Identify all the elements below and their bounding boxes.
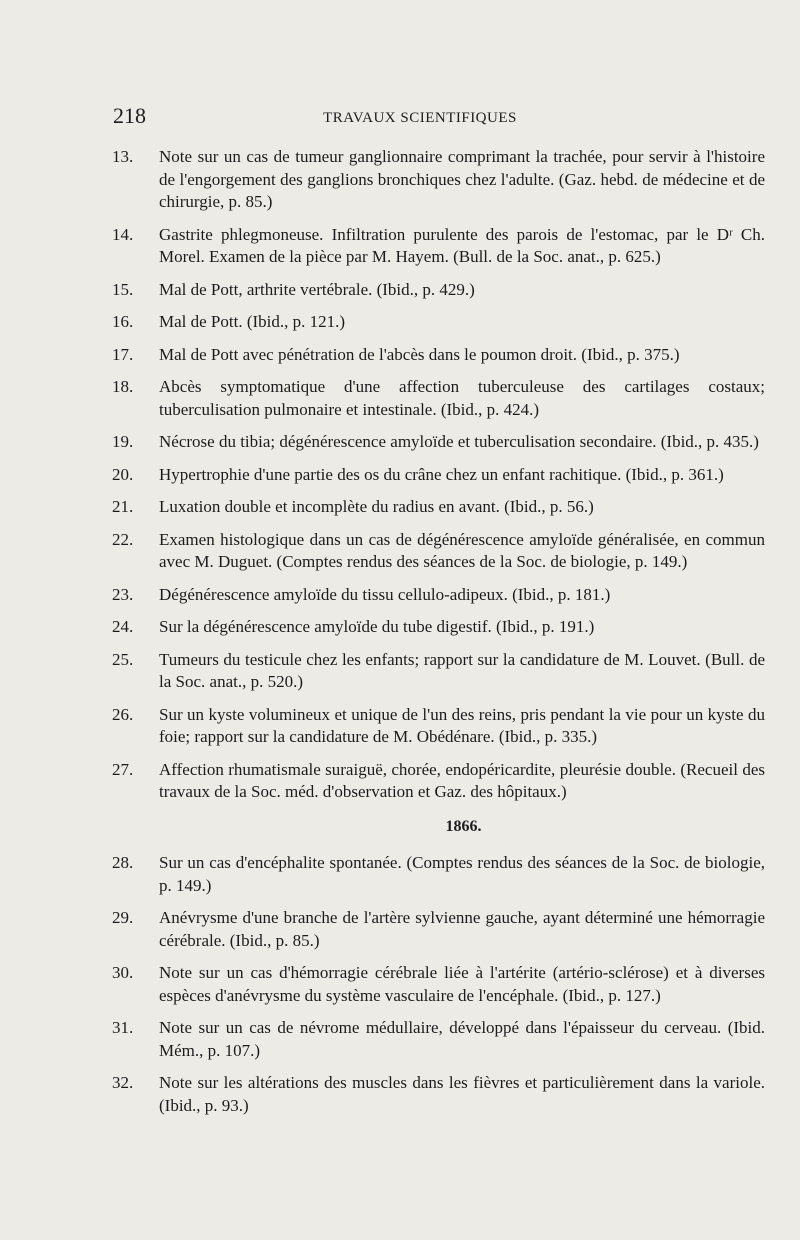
- entry-text: Sur un kyste volumineux et unique de l'un des reins, pris pendant la vie pour un kyste du foie; rapport sur la candidature de M. Obédénare. (Ibid., p. 335.): [159, 704, 765, 746]
- running-head: TRAVAUX SCIENTIFIQUES: [323, 110, 517, 126]
- bibliography-entry: [112, 431, 765, 454]
- entry-text: Note sur un cas de névrome médullaire, développé dans l'épaisseur du cerveau. (Ibid. Mém., p. 107.): [159, 1018, 765, 1060]
- bibliography-entry: [112, 704, 765, 749]
- bibliography-entry: [112, 464, 765, 487]
- entry-text: Luxation double et incomplète du radius en avant. (Ibid., p. 56.): [159, 497, 594, 516]
- entry-text: Tumeurs du testicule chez les enfants; rapport sur la candidature de M. Louvet. (Bull. de la Soc. anat., p. 520.): [159, 649, 765, 691]
- entry-number: 21.: [112, 497, 134, 516]
- bibliography-entry: [112, 616, 765, 639]
- bibliography-entry: [112, 584, 765, 607]
- entry-number: 14.: [112, 224, 134, 244]
- year-heading: 1866.: [445, 817, 482, 835]
- entry-text: Sur un cas d'encéphalite spontanée. (Comptes rendus des séances de la Soc. de biologie, p. 149.): [159, 853, 765, 895]
- entry-text: Note sur un cas de tumeur ganglionnaire comprimant la trachée, pour servir à l'histoire de l'engorgement des ganglions bronchiques chez l'adulte. (Gaz. hebd. de médecine et de chirurgie, p. 85.): [159, 147, 765, 211]
- bibliography-entry: [112, 759, 765, 804]
- entry-number: 30.: [112, 963, 134, 982]
- bibliography-entry: [112, 344, 765, 367]
- bibliography-entry: [112, 279, 765, 302]
- bibliography-entry: [112, 224, 765, 269]
- page-number: 218: [113, 103, 146, 128]
- entry-number: 17.: [112, 344, 134, 364]
- entry-text: Mal de Pott. (Ibid., p. 121.): [159, 312, 346, 331]
- entry-text: Examen histologique dans un cas de dégénérescence amyloïde généralisée, en commun avec M. Duguet. (Comptes rendus des séances de la Soc. de biologie, p. 149.): [159, 529, 765, 571]
- entry-text: Hypertrophie d'une partie des os du crâne chez un enfant rachitique. (Ibid., p. 361.): [159, 464, 724, 484]
- bibliography-entry: [112, 311, 765, 334]
- entry-number: 24.: [112, 617, 134, 636]
- entry-number: 13.: [112, 147, 134, 166]
- bibliography-entry: [112, 1072, 765, 1117]
- entry-number: 28.: [112, 853, 134, 872]
- bibliography-entry: [112, 1017, 765, 1062]
- entry-number: 18.: [112, 377, 134, 396]
- entry-text: Mal de Pott avec pénétration de l'abcès dans le poumon droit. (Ibid., p. 375.): [159, 344, 680, 364]
- entry-number: 25.: [112, 649, 134, 669]
- entry-text: Anévrysme d'une branche de l'artère sylvienne gauche, ayant déterminé une hémorragie cérébrale. (Ibid., p. 85.): [159, 908, 765, 950]
- bibliography-entry: [112, 496, 765, 519]
- entry-number: 32.: [112, 1073, 134, 1092]
- bibliography-entry: [112, 146, 765, 214]
- entry-text: Note sur un cas d'hémorragie cérébrale liée à l'artérite (artério-sclérose) et à diverses espèces d'anévrysme du système vasculaire de l'encéphale. (Ibid., p. 127.): [159, 963, 765, 1005]
- entry-text: Sur la dégénérescence amyloïde du tube digestif. (Ibid., p. 191.): [159, 617, 595, 636]
- bibliography-entry: [112, 962, 765, 1007]
- entry-number: 26.: [112, 704, 134, 724]
- bibliography-entry: [112, 852, 765, 897]
- entry-number: 29.: [112, 908, 134, 927]
- entry-number: 31.: [112, 1018, 134, 1037]
- entry-text: Abcès symptomatique d'une affection tuberculeuse des cartilages costaux; tuberculisation pulmonaire et intestinale. (Ibid., p. 424.): [159, 377, 765, 419]
- entry-text: Affection rhumatismale suraiguë, chorée, endopéricardite, pleurésie double. (Recueil des travaux de la Soc. méd. d'observation et Gaz. des hôpitaux.): [159, 759, 765, 801]
- bibliography-entry: [112, 529, 765, 574]
- entry-text: Nécrose du tibia; dégénérescence amyloïde et tuberculisation secondaire. (Ibid., p. 435.): [159, 432, 759, 451]
- entry-text: Gastrite phlegmoneuse. Infiltration purulente des parois de l'estomac, par le Dʳ Ch. Morel. Examen de la pièce par M. Hayem. (Bull. de la Soc. anat., p. 625.): [159, 224, 765, 266]
- entry-number: 22.: [112, 529, 134, 549]
- entry-text: Mal de Pott, arthrite vertébrale. (Ibid., p. 429.): [159, 279, 475, 299]
- entry-number: 15.: [112, 279, 134, 299]
- entry-number: 27.: [112, 759, 134, 779]
- entry-number: 20.: [112, 464, 134, 484]
- bibliography-entry: [112, 376, 765, 421]
- entry-text: Dégénérescence amyloïde du tissu cellulo-adipeux. (Ibid., p. 181.): [159, 584, 611, 604]
- entry-text: Note sur les altérations des muscles dans les fièvres et particulièrement dans la variole. (Ibid., p. 93.): [159, 1073, 765, 1115]
- bibliography-list: [112, 146, 765, 1127]
- entry-number: 16.: [112, 312, 134, 331]
- bibliography-entry: [112, 649, 765, 694]
- entry-number: 19.: [112, 432, 134, 451]
- bibliography-entry: [112, 907, 765, 952]
- entry-number: 23.: [112, 584, 134, 604]
